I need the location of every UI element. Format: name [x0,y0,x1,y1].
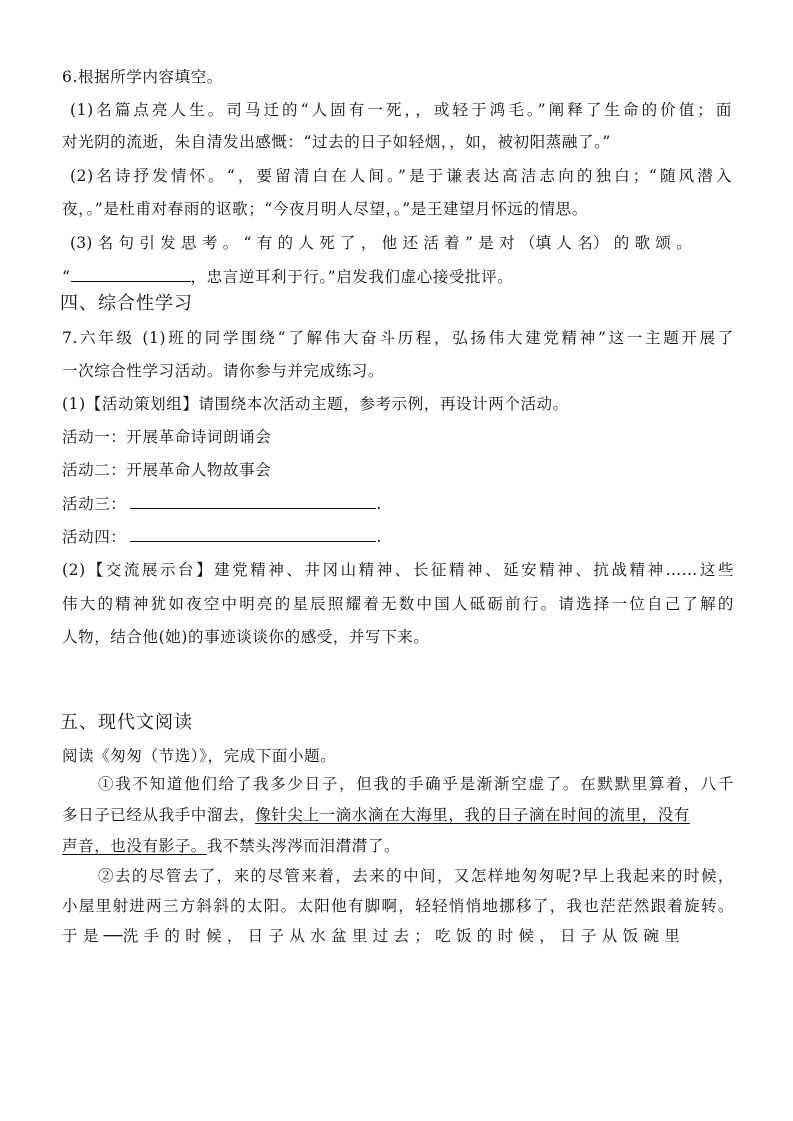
reading-intro: 阅读《匆匆（节选）》，完成下面小题。 [62,747,337,765]
q7-sub2-line1: (2)【交流展示台】建党精神、井冈山精神、长征精神、延安精神、抗战精神……这些 [62,561,734,579]
activity-4-blank[interactable] [130,525,376,542]
q7-line1: 7.六年级 (1)班的同学围绕“了解伟大奋斗历程，弘扬伟大建党精神”这一主题开展了 [62,329,734,347]
q6-item1-line1: (1)名篇点亮人生。司马迁的“人固有一死，，或轻于鸿毛。”阐释了生命的价值；面 [70,101,732,119]
para2-line2: 小屋里射进两三方斜斜的太阳。太阳他有脚啊，轻轻悄悄地挪移了，我也茫茫然跟着旋转。 [62,897,734,915]
para1-line2-plain: 多日子已经从我手中溜去， [62,806,256,824]
q6-item1-line2: 对光阴的流逝，朱自清发出感慨：“过去的日子如轻烟，，如，被初阳蒸融了。” [62,133,611,151]
para1-underlined-1: 像针尖上一滴水滴在大海里，我的日子滴在时间的流里，没有 [255,806,690,824]
activity-2: 活动二：开展革命人物故事会 [62,461,272,479]
para1-underlined-2: 声音，也没有影子。 [62,837,207,855]
fill-blank[interactable] [71,265,191,282]
para1-line1: ①我不知道他们给了我多少日子，但我的手确乎是渐渐空虚了。在默默里算着，八千 [98,775,734,793]
activity-3 [62,492,734,515]
q6-item2-line1: (2)名诗抒发情怀。“，要留清白在人间。”是于谦表达高洁志向的独白；“随风潜入 [70,167,732,185]
q6-item3-line1: (3) 名 句 引 发 思 考 。 “ 有 的 人 死 了 ， 他 还 活 着 ” 是 对 （填 人 名） 的 歌 颂 。 [70,234,692,252]
q6-item2-line2: 夜，。”是杜甫对春雨的讴歌；“今夜月明人尽望，。”是王建望月怀远的情思。 [62,200,588,218]
section5-heading: 五、现代文阅读 [60,712,193,733]
para1-line2 [62,804,734,826]
q6-title: 6.根据所学内容填空。 [62,68,223,86]
activity-1: 活动一：开展革命诗词朗诵会 [62,428,272,446]
para2-line3: 于 是 ──洗 手 的 时 候 ， 日 子 从 水 盆 里 过 去 ； 吃 饭 的 时 候 ， 日 子 从 饭 碗 里 [62,927,680,945]
para2-line1: ②去的尽管去了，来的尽管来着，去来的中间，又怎样地匆匆呢?早上我起来的时候， [98,867,734,885]
activity-4-label: 活动四： [62,528,127,546]
q7-sub2-line3: 人物，结合他(她)的事迹谈谈你的感受，并写下来。 [62,628,430,646]
activity-4 [62,525,734,548]
section4-heading: 四、综合性学习 [60,293,193,314]
q7-sub1: (1)【活动策划组】请围绕本次活动主题，参考示例，再设计两个活动。 [62,395,569,413]
q7-line2: 一次综合性学习活动。请你参与并完成练习。 [62,362,385,380]
activity-3-blank[interactable] [130,492,376,509]
q7-sub2-line2: 伟大的精神犹如夜空中明亮的星辰照耀着无数中国人砥砺前行。请选择一位自己了解的 [62,595,734,613]
para1-line3-plain: 我不禁头涔涔而泪潸潸了。 [206,837,401,855]
activity-3-label: 活动三： [62,495,127,513]
q6-item3-line2 [62,265,734,288]
q6-item3-line2-text: ，忠言逆耳利于行。”启发我们虚心接受批评。 [190,268,514,286]
activity-3-period: . [376,495,382,513]
open-quote: “ [62,268,71,286]
activity-4-period: . [376,528,382,546]
para1-line3 [62,835,734,857]
